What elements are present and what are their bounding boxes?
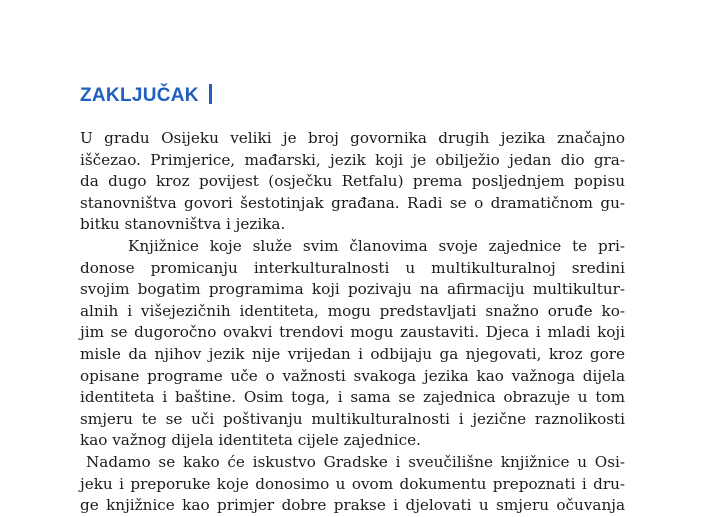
paragraph-2-line-4: alnih i višejezičnih identiteta, mogu predstavljati snažno oruđe ko- (80, 301, 625, 320)
paragraph-1-line-4: stanovništva govori šestotinjak građana. Radi se o dramatičnom gu- (80, 193, 625, 212)
paragraph-2-line-3: svojim bogatim programima koji pozivaju na afirmaciju multikultur- (80, 280, 625, 299)
paragraph-3-line-3: ge knjižnice kao primjer dobre prakse i djelovati u smjeru očuvanja (80, 496, 625, 515)
paragraph-2-line-5: jim se dugoročno ovakvi trendovi mogu zaustaviti. Djeca i mladi koji (80, 323, 625, 342)
paragraph-3-line-1: Nadamo se kako će iskustvo Gradske i sveučilišne knjižnice u Osi- (86, 452, 625, 471)
paragraph-2-line-9: smjeru te se uči poštivanju multikulturalnosti i jezične raznolikosti (80, 409, 625, 428)
paragraph-2-line-6: misle da njihov jezik nije vrijedan i odbijaju ga njegovati, kroz gore (80, 344, 625, 363)
paragraph-2-line-7: opisane programe uče o važnosti svakoga jezika kao važnoga dijela (80, 366, 625, 385)
paragraph-1-line-2: iščezao. Primjerice, mađarski, jezik koji je obilježio jedan dio gra- (80, 150, 625, 169)
section-heading (80, 84, 212, 107)
paragraph-1-line-5: bitku stanovništva i jezika. (80, 215, 286, 234)
paragraph-2-line-8: identiteta i baštine. Osim toga, i sama se zajednica obrazuje u tom (80, 388, 625, 407)
paragraph-2-line-10: kao važnog dijela identiteta cijele zajednice. (80, 431, 421, 450)
heading-accent-bar (209, 84, 212, 104)
paragraph-2-line-1: Knjižnice koje služe svim članovima svoje zajednice te pri- (128, 236, 625, 255)
section-heading-text: ZAKLJUČAK (80, 85, 199, 106)
paragraph-1-line-3: da dugo kroz povijest (osječku Retfalu) prema posljednjem popisu (80, 172, 625, 191)
paragraph-3-line-2: jeku i preporuke koje donosimo u ovom dokumentu prepoznati i dru- (80, 474, 625, 493)
paragraph-2-line-2: donose promicanju interkulturalnosti u multikulturalnoj sredini (80, 258, 625, 277)
body-text (80, 128, 625, 517)
paragraph-1-line-1: U gradu Osijeku veliki je broj govornika drugih jezika značajno (80, 129, 625, 147)
